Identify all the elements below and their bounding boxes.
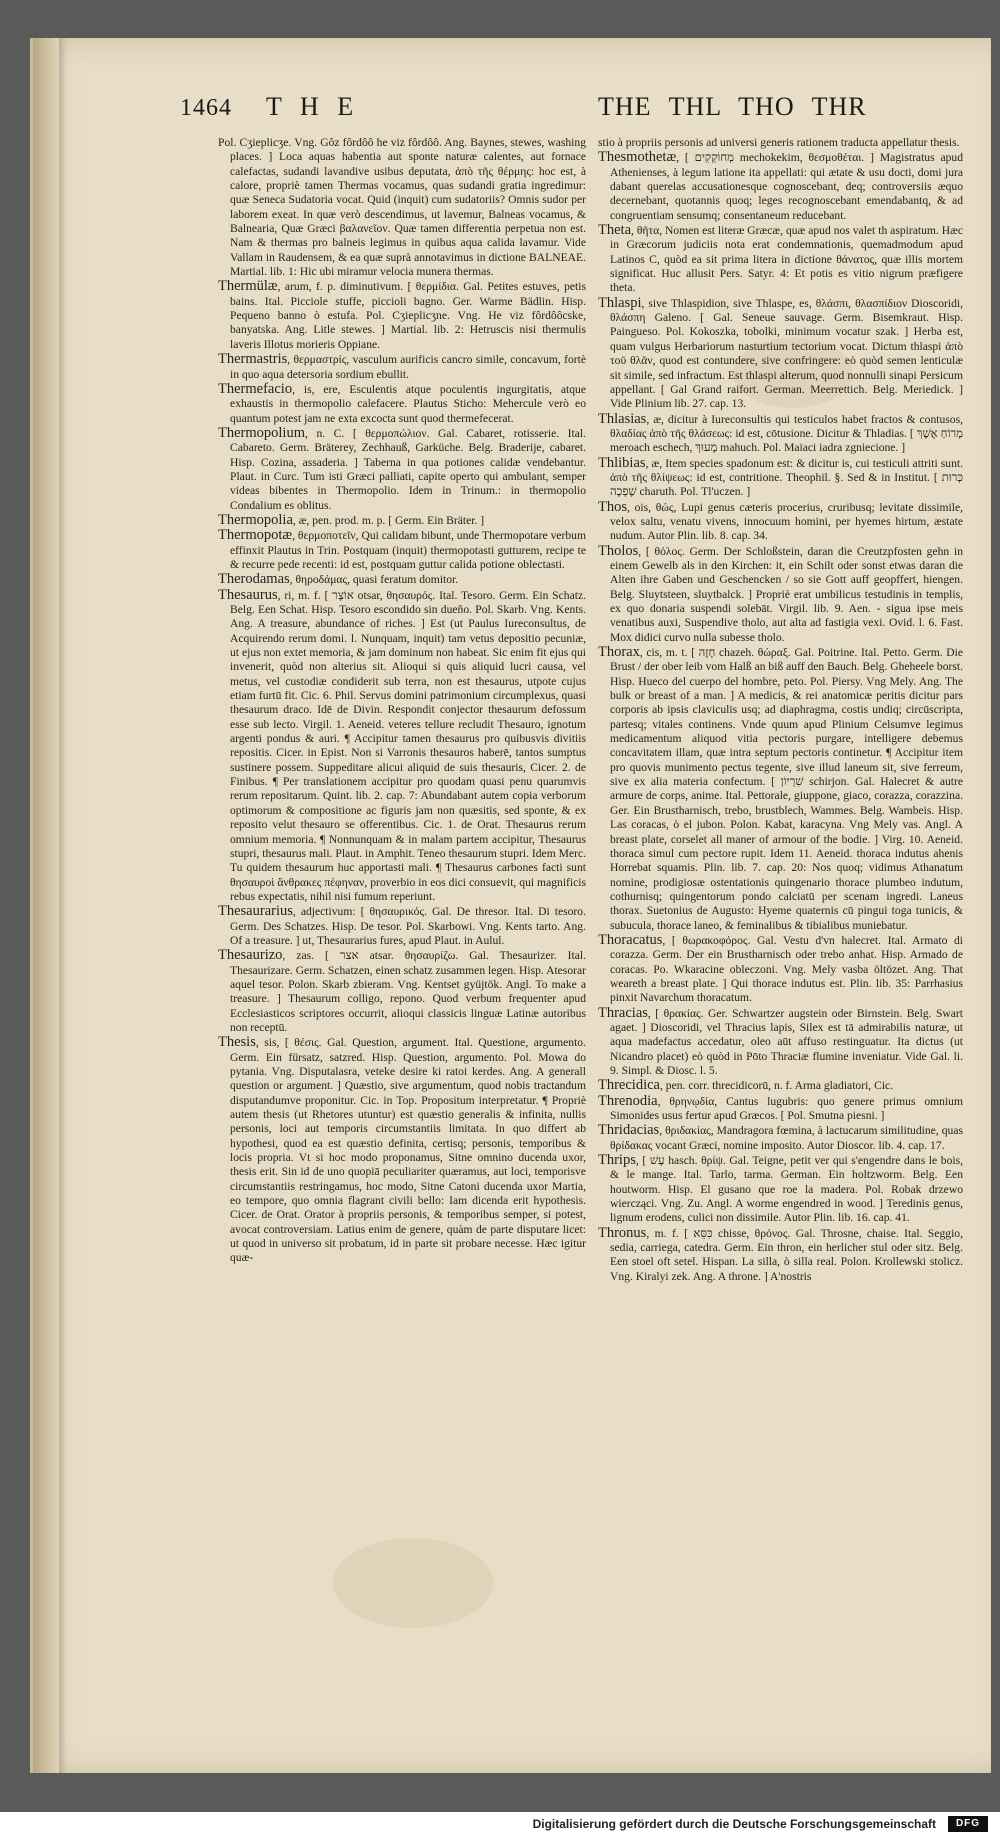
footer-credit: Digitalisierung gefördert durch die Deutsche Forschungsgemeinschaft (532, 1817, 936, 1831)
entry-text: , [ θόλος. Germ. Der Schloßstein, daran die Creutzpfosten gehn in einem Gewelb als in den Kirchen: it, ein Schilt oder sonst etwas daran die Alten ihre Gaben und Geschencken / so sie Gott auff geopffert, hiengen. Belg. Sluytsteen, sluytbalck. ] Propriè erat umbilicus testudinis in templis, ex quo donaria suspendi solebāt. Virgil. lib. 9. Aen. - sigua ipse meis venatibus auxi, Suspendive tholo, aut alta ad fastigia vexi. Ovid. l. 6. Fast. Mox didici curvo nulla subesse tholo. (610, 544, 963, 644)
entry-headword: Thrips (598, 1152, 636, 1169)
entry-text: , sive Thlaspidion, sive Thlaspe, es, θλάσπι, θλασπίδιον Dioscoridi, θλάσπη Galeno. [ Gal. Seneue sauvage. Germ. Bisemkraut. Hisp. Paingueso. Pol. Kokoszka, tobolki, minimum vocatur szak. ] Herba est, quam vulgus Herbariorum nasturtium tectorium vocat. Dictum thlaspi ἀπὸ τοῦ θλᾶν, quod est contundere, sive confringere: eò quòd semen lenticulæ sit simile, sed infractum. Est thlaspi alterum, quod nonnulli sinapi Persicum appellant. [ Gal Grand raifort. German. Meerrettich. Belg. Meriedick. ] Vide Plinium lib. 27. cap. 13. (610, 296, 963, 411)
running-head-left (180, 92, 359, 122)
entry-headword: Threnodia (598, 1092, 658, 1109)
dictionary-entry (218, 948, 586, 1035)
running-head-left-text: T H E (266, 92, 360, 121)
dictionary-entry (218, 136, 586, 279)
entry-text: , m. f. [ כִּסֵּא chisse, θρόνος. Gal. Throsne, chaise. Ital. Seggio, sedia, carriega, catedra. Germ. Ein thron, ein herlicher stul oder sitz. Belg. Een stoel oft setel. Hispan. La silla, ò silla real. Polon. Krollewski stolicz. Vng. Kiralyi zek. Ang. A throne. ] A'nostris (610, 1226, 964, 1283)
dictionary-entry (598, 1006, 963, 1079)
entry-headword: Thlasias (598, 410, 647, 427)
entry-text: , [ θωρακοφόρος. Gal. Vestu d'vn halecret. Ital. Armato di corazza. Germ. Der ein Brustharnisch oder trebo anhat. Hisp. Armado de coracas. Po. Wkaracine obleczoni. Vng. Mely vasba öltözet. Ang. That weareth a breast plate. ] Qui thorace indutus est. Plin. lib. 35: Parrhasius pinxit Navarchum thoracatum. (610, 933, 963, 1005)
dictionary-entry (218, 528, 586, 572)
dictionary-entry (218, 1035, 586, 1266)
dictionary-entry (218, 572, 586, 587)
entry-headword: Thesmothetæ (598, 149, 677, 166)
entry-headword: Thermopotæ (218, 527, 293, 544)
dictionary-entry (598, 1226, 963, 1284)
entry-text: , θρηνῳδία, Cantus lugubris: quo genere primus omnium Simonides usus fertur apud Græcos. [ Pol. Smutna piesni. ] (610, 1094, 963, 1123)
entry-headword: Thesaurizo (218, 947, 283, 964)
entry-text: , æ, Item species spadonum est: & dicitur is, cui testiculi attriti sunt. ἀπὸ τῆς θλίψεως: id est, contritione. Theophil. §. Sed & in Institut. [ כְּרוּת שָׁפְכָה charuth. Pol. Tl'uczen. ] (610, 456, 963, 499)
dictionary-entry (598, 296, 963, 412)
paper-stain (333, 1538, 493, 1628)
entry-headword: Thermopolium (218, 424, 305, 441)
entry-headword: Therodamas (218, 571, 290, 588)
page-number: 1464 (180, 95, 232, 121)
entry-text: , pen. corr. threcidicorū, n. f. Arma gladiatori, Cic. (660, 1079, 894, 1093)
entry-headword: Thlibias (598, 454, 646, 471)
entry-text: , zas. [ אצר atsar. θησαυρίζω. Gal. Thesaurizer. Ital. Thesaurizare. Germ. Schatzen, einen schatz zusammen legen. Hisp. Atesorar aquel tesor. Polon. Skarb zbieram. Vng. Kentset gyüjtök. Angl. To make a treasure. ] Thesaurum colligo, repono. Quod verbum frequenter apud Ecclesiasticos scriptores occurrit, alioqui classicis linguæ Latinæ autoribus non receptū. (230, 949, 586, 1034)
dictionary-entry (218, 426, 586, 513)
entry-headword: Thracias (598, 1004, 648, 1021)
entry-headword: Thermefacio (218, 380, 293, 397)
entry-text: , θριδακίας, Mandragora fœmina, à lactucarum similitudine, quas θρίδακας vocant Græci, nomine imposito. Autor Dioscor. lib. 4. cap. 17. (610, 1124, 963, 1152)
entry-headword: Thlaspi (598, 294, 642, 311)
entry-headword: Thermülæ (218, 278, 278, 295)
dictionary-entry (598, 1123, 963, 1153)
entry-text: , arum, f. p. diminutivum. [ θερμίδια. Gal. Petites estuves, petis bains. Ital. Picciole stuffe, piccioli bagno. Ger. Warme Bädlin. Hisp. Pequeno banno ò estufa. Pol. Cʒieplicʒne. Vng. He viz fôrdôôcske, banyatska. Ang. Litle stewes. ] Martial. lib. 2: Hetruscis nisi thermulis laveris Illotus morieris Oppiane. (230, 280, 586, 351)
right-column (598, 136, 963, 1284)
page-gutter (33, 38, 59, 1773)
entry-text: , n. C. [ θερμοπώλιον. Gal. Cabaret, rotisserie. Ital. Cabareto. Germ. Bräterey, Zechhauß, Garküche. Belg. Braderije, cabaret. Hisp. Cozina, assaderia. ] Taberna in qua potiones calidæ vendebantur. Plaut. in Curc. Tum isti Græci palliati, capite operto qui ambulant, semper videas bibentes in Thermopolio. Idem in Trinum.: in thermopolio Condalium es oblitus. (230, 426, 586, 512)
entry-text: , [ θρακίας. Ger. Schwartzer augstein oder Birnstein. Belg. Swart agaet. ] Dioscoridi, vel Thracius lapis, Silex est tā admirabilis naturæ, ut aqua madefactus accedatur, oleo aūt affuso restinguatur. Ita dictus (ut Nicandro placet) eò quòd in Pōto Thraciæ flumine inveniatur. Vide Gal. li. 9. Simpl. & Diosc. l. 5. (610, 1006, 963, 1077)
entry-text: , ois, θώς, Lupi genus cæteris procerius, cruribusq; levitate dissimile, velox saltu, venatu vivens, innocuum homini, per hyemes hirtum, æstate nudum. Autor Plin. lib. 8. cap. 34. (610, 500, 963, 543)
entry-text: , [ עָשׁ hasch. θρίψ. Gal. Teigne, petit ver qui s'engendre dans le bois, & le mange. Ital. Tarlo, tarma. German. Ein holtzworm. Belg. Een houtworm. Hisp. El gusano que roe la madera. Pol. Robak drzewo wiercząci. Vng. Zu. Angl. A worme engendred in wood. ] Teredinis genus, lignum erodens, culici non dissimile. Autor Plin. lib. 16. cap. 41. (610, 1154, 963, 1225)
entry-headword: Thermopolia (218, 511, 293, 528)
entry-text: stio à propriis personis ad universi generis rationem traducta appellatur thesis. (598, 136, 960, 149)
dictionary-entry (218, 904, 586, 948)
entry-text: , θερμοποτεῖν, Qui calidam bibunt, unde Thermopotare verbum effinxit Plautus in Trin. Postquam (inquit) thermopotasti gutturem, recipe te & recurre pede recenti: id est, postquam guttur calida potione oblectasti. (230, 529, 586, 571)
dictionary-entry (598, 933, 963, 1006)
spine-shadow (59, 38, 67, 1773)
left-column (218, 136, 586, 1266)
entry-headword: Thorax (598, 644, 640, 661)
entry-text: , is, ere, Esculentis atque poculentis ingurgitatis, atque exhaustis in thermopolio calefacere. Plautus Sticho: Mehercule verò eo quantum potest jam ne exta excocta sunt quod thermefecerat. (230, 382, 586, 425)
entry-headword: Thos (598, 498, 627, 515)
entry-headword: Thridacias (598, 1122, 660, 1139)
entry-headword: Theta (598, 222, 632, 239)
dictionary-entry (218, 588, 586, 905)
entry-headword: Thesis (218, 1034, 256, 1051)
entry-headword: Thermastris (218, 351, 288, 368)
dictionary-entry (598, 645, 963, 933)
entry-headword: Thronus (598, 1224, 647, 1241)
dictionary-entry (218, 382, 586, 426)
entry-text: Pol. Cʒieplicʒe. Vng. Gôz fôrdôô he viz fôrdôô. Ang. Baynes, stewes, washing places. ] Loca aquas habentia aut sponte naturæ calentes, aut fornace calefactas, sudandi lavandive usibus deputata, ἀπὸ τῆς θέρμης: hoc est, à calore, propriè tamen Thermas vocamus, quas sudandi gratia ingredimur: quæ Seneca Sudatoria vocat. Quid (inquit) cum sudatoriis? Omnis sudor per laborem exeat. In quæ verò descendimus, ut lavemur, Balneas vocamus, & Balnearia, Quæ Græci βαλανεῖον. Quæ tamen differentia perpetua non est. Nam & thermas pro balneis legimus in quibus aqua calida lavamur. Vide Vallam in Raudensem, & ea quæ suprà annotavimus in dictione BALNEAE. Martial. lib. 1: Hic ubi miramur velocia munera thermas. (218, 136, 586, 279)
dictionary-entry (218, 279, 586, 352)
entry-text: , sis, [ θέσις. Gal. Question, argument. Ital. Questione, argumento. Germ. Ein fürsatz, satzred. Hisp. Question, argumento. Pol. Mowa do pytania. Vng. Disputalasra, veteke desire ki ratoi kerdes. Ang. A generall question or argument. ] Quæstio, sive argumentum, quod nobis tractandum disputandumve proponitur. Cic. in Top. Propositum interpretatur. ¶ Propriè autem thesis (ut Rhetores utuntur) est quæstio generalis & infinita, nullis personis, loci aut temporis circumstantiis limitata. In quo differt ab hypothesi, quod ea est quæstio definita, certisq; personis, temporibus & locis propria. Vt si hoc modo proponamus, Sitne omnino ducenda uxor, thesis erit. Sin id de uno quopiā peculiariter quæramus, aut loci, temporisve circumstantiis restringamus, hoc modo, Sitne Catoni ducenda uxor Martia, eo tempore, quo omnia flagrant civili bello: Iam dicenda erit hypothesis. Cicer. de Orat. Orator à propriis personis, & temporibus semper, si potest, avocat controversiam. Latius enim de genere, quàm de parte disputare licet: ut quod in universo sit probatum, id in parte sit probare necesse. Hæc igitur quæ- (230, 1036, 586, 1265)
digitization-footer (0, 1812, 1000, 1837)
entry-text: , [ מְחוֹקְקִים mechokekim, θεσμοθέται. ] Magistratus apud Athenienses, à legum latione ita appellati: qui ætate & usu docti, domi jura dabant querelas accusationesque cognoscebant, deq; controversiis æquo decernebant, quotannis quoq; leges recognoscebant emendabantq, & ad congruentiam sensumq; consentaneum reducebant. (610, 151, 963, 222)
entry-text: , θηροδάμας, quasi feratum domitor. (289, 573, 459, 587)
dictionary-entry (598, 412, 963, 456)
entry-headword: Thoracatus (598, 931, 663, 948)
dictionary-entry (598, 150, 963, 223)
dictionary-entry (598, 456, 963, 500)
running-head-right: THE THL THO THR (598, 92, 867, 121)
entry-text: , cis, m. t. [ חָזֶה chazeh. θώραξ. Gal. Poitrine. Ital. Petto. Germ. Die Brust / der ober leib vom Halß an biß auff den Bauch. Belg. Gheheele borst. Hisp. Hueco del cuerpo del hombre, peto. Pol. Piersy. Vng Mely. Ang. The bulk or breast of a man. ] A medicis, & rei anatomicæ peritis dicitur pars corporis ab ipsis claviculis usq; ad diaphragma, costis undiq; circūscripta, partesq; vitales continens. Vnde quum apud Plinium Celsumve legimus medicamentum aliquod vitia pectoris purgare, intelligere debemus concavitatem illam, quæ intra septum pectoris continetur. ¶ Accipitur item pro quovis munimento pectus tegente, sive illud laneum sit, sive ferreum, sive ex alia materia confectum. [ שִׁרְיוֹן schirjon. Gal. Halecret & autre armure de corps, anime. Ital. Pettorale, giuppone, giaco, corazza, corazzina. Ger. Ein Brustharnisch, trebo, brustblech, Wammes. Belg. Wambeis. Hisp. Las coracas, ò el jubon. Polon. Kabat, karacyna. Vng Mely vas. Angl. A breast plate, corselet all maner of armour of the bodie. ] Virg. 10. Aeneid. thoraca simul cum pectore rupit. Idem 11. Aeneid. thoraca indutus ahenis Horrebat squamis. Plin. lib. 7. cap. 20: Nos quoq; vidimus Athanatum nomine, prodigiosæ ostentationis quingenario thorace plumbeo indutum, cothurnisq; quingentorum pondo calciatū per scenam ingredi. Laneus thorax. Suetonius de Augusto: Hyeme quaternis cū pingui toga tunicis, & subucula, thorace laneo, & feminalibus & tibialibus muniebatur. (610, 646, 963, 932)
entry-headword: Tholos (598, 542, 639, 559)
dictionary-entry (598, 500, 963, 544)
entry-headword: Thesaurus (218, 586, 278, 603)
dictionary-entry (218, 513, 586, 528)
dictionary-entry (218, 352, 586, 382)
entry-text: , æ, dicitur à Iureconsultis qui testiculos habet fractos & contusos, θλαδίας ἀπὸ τῆς θλάσεως: id est, cōtusione. Dicitur & Thladias. [ מְרוֹחַ אֶשֶׁךְ meroach eschech, מָעוּךְ mahuch. Pol. Maiaci iadra zgniecione. ] (610, 412, 964, 455)
dictionary-entry (598, 223, 963, 296)
dictionary-entry (598, 1094, 963, 1124)
entry-text: , ri, m. f. [ אוֹצָר otsar, θησαυρός. Ital. Tesoro. Germ. Ein Schatz. Belg. Een Schat. Hisp. Tesoro escondido sin dueño. Pol. Skarb. Vng. Kents. Ang. A treasure, abundance of riches. ] Est (ut Paulus Iureconsultus, de Acquirendo rerum domi. l. Nunquam, inquit) tam vetus depositio pecuniæ, ut ejus non extet memoria, & jam dominum non habeat. Sic enim fit ejus qui invenerit, quòd non alterius sit. Alioqui si quis aliquid lucri causa, vel metus, vel custodiæ condiderit sub terra, non est thesaurus, utpote cujus etiam furtū fit. Cic. 6. Phil. Servus domini patrimonium circumplexus, quasi thesaurum draco. Idē de Divin. Respondit conjector thesaurum defossum esse sub lecto. Virgil. 1. Aeneid. veteres tellure recludit Thesauro, ignotum argenti pondus & auri. ¶ Accipitur tamen thesaurus pro quibusvis divitiis repositis. Cicer. in Epist. Non si Varronis thesauros haberē, tantos sumptus sustinere possem. Suppeditare alicui aliquid de suis thesauris, Cicer. 2. de Finibus. ¶ Per translationem accipitur pro quodam quasi penu quarumvis rerum repositarum. Quint. lib. 2. cap. 7: Abundabant autem copia verborum optimorum & compositione ac figuris jam non quæsitis, sed sponte, & ex reposito velut thesauro se offerentibus. Cic. 1. de Orat. Thesaurus rerum omnium memoria. ¶ Nonnunquam & in malam partem accipitur, Thesaurus stupri, thesaurus mali. Plaut. in Amphit. Teneo thesaurum stupri. Idem Merc. Tu quidem thesaurum huc apportasti mali. ¶ Thesaurus carbones facti sunt θησαυροὶ ἄνθρακες πέφηναν, proverbio in eos dici consuevit, qui magnificis rebus expectatis, nihil nisi fumum reperiunt. (230, 588, 586, 903)
dictionary-entry (598, 1078, 963, 1093)
entry-text: , θῆτα, Nomen est literæ Græcæ, quæ apud nos valet th aspiratum. Hæc in Græcorum judiciis nota erat condemnationis, quemadmodum apud Latinos C, quòd ea sit prima litera in dictione θάνατος, quæ illis mortem significat. Huc allusit Pers. Satyr. 4: Et potis es vitio nigrum præfigere theta. (610, 224, 963, 295)
entry-text: , θερμαστρίς, vasculum aurificis cancro simile, concavum, fortè in quo aqua detersoria sordium ebullit. (230, 353, 586, 381)
dictionary-entry (598, 136, 963, 150)
entry-headword: Thesaurarius (218, 903, 293, 920)
entry-text: , adjectivum: [ θησαυρικός. Gal. De thresor. Ital. Di tesoro. Germ. Des Schatzes. Hisp. De tesor. Pol. Skarbowi. Vng. Kents tarto. Ang. Of a treasure. ] ut, Thesaurarius fures, apud Plaut. in Aulul. (230, 905, 586, 947)
entry-headword: Threcidica (598, 1077, 660, 1094)
dictionary-entry (598, 1153, 963, 1226)
dfg-logo: DFG (948, 1816, 988, 1832)
dictionary-entry (598, 544, 963, 645)
entry-text: , æ, pen. prod. m. p. [ Germ. Ein Bräter. ] (292, 513, 485, 527)
